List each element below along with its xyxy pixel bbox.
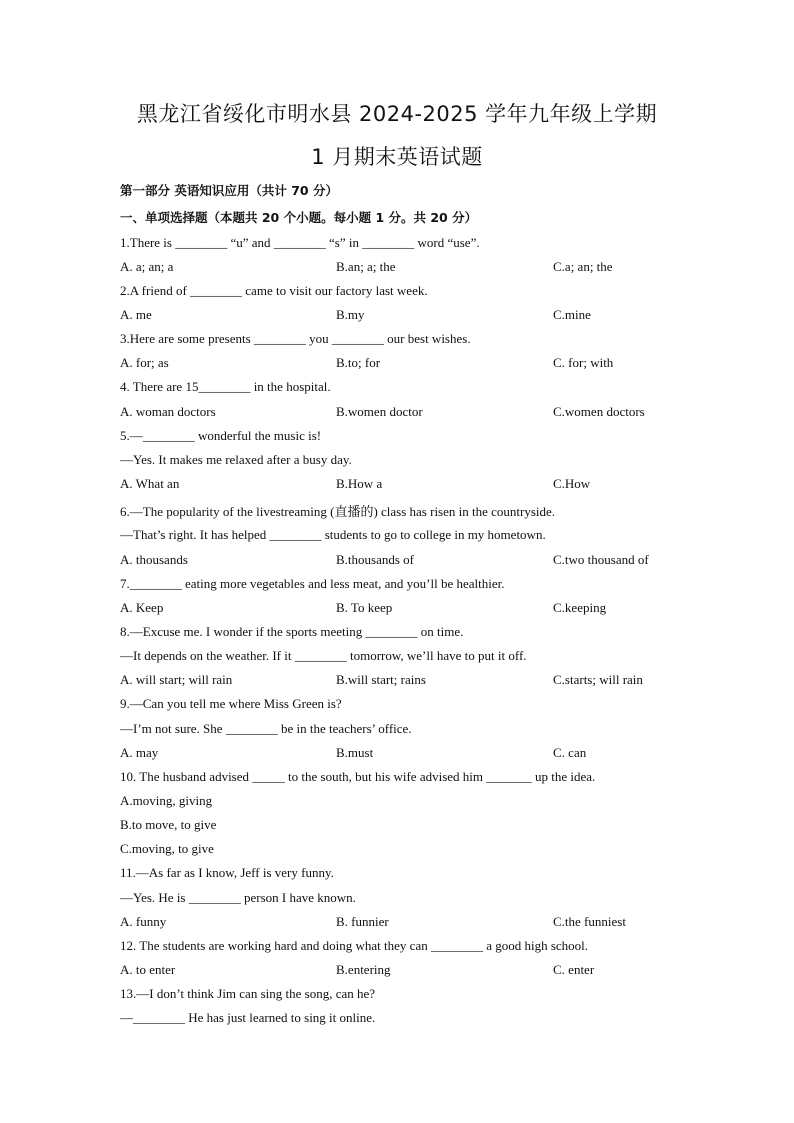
option-a[interactable]: A. will start; will rain (120, 672, 233, 687)
option-b[interactable]: B.How a (336, 476, 383, 491)
option-a[interactable]: A. woman doctors (120, 404, 216, 419)
question-3: 3.Here are some presents ________ you ________ our best wishes. (120, 331, 471, 346)
option-a[interactable]: A. thousands (120, 552, 188, 567)
option-c[interactable]: C.How (553, 476, 591, 491)
option-a[interactable]: A. funny (120, 914, 167, 929)
option-c[interactable]: C.moving, to give (120, 841, 214, 856)
question-11: 11.—As far as I know, Jeff is very funny. (120, 865, 334, 880)
option-c[interactable]: C.keeping (553, 600, 607, 615)
option-c[interactable]: C.women doctors (553, 404, 645, 419)
question-10: 10. The husband advised _____ to the south, but his wife advised him _______ up the idea. (120, 769, 596, 784)
option-b[interactable]: B.entering (336, 962, 391, 977)
option-c[interactable]: C.a; an; the (553, 259, 613, 274)
option-a[interactable]: A.moving, giving (120, 793, 213, 808)
option-c[interactable]: C. enter (553, 962, 595, 977)
option-b[interactable]: B.to move, to give (120, 817, 217, 832)
option-c[interactable]: C.starts; will rain (553, 672, 643, 687)
question-11-reply: —Yes. He is ________ person I have known. (120, 890, 356, 905)
option-a[interactable]: A. What an (120, 476, 180, 491)
question-7: 7.________ eating more vegetables and less meat, and you’ll be healthier. (120, 576, 505, 591)
question-5: 5.—________ wonderful the music is! (120, 428, 322, 443)
question-4: 4. There are 15________ in the hospital. (120, 379, 331, 394)
question-1: 1.There is ________ “u” and ________ “s” in ________ word “use”. (120, 235, 480, 250)
option-b[interactable]: B.will start; rains (336, 672, 426, 687)
option-b[interactable]: B.an; a; the (336, 259, 396, 274)
question-9: 9.—Can you tell me where Miss Green is? (120, 696, 342, 711)
question-8: 8.—Excuse me. I wonder if the sports meeting ________ on time. (120, 624, 464, 639)
option-b[interactable]: B.women doctor (336, 404, 423, 419)
part-heading: 第一部分 英语知识应用（共计 70 分） (120, 183, 338, 198)
option-c[interactable]: C. can (553, 745, 587, 760)
option-b[interactable]: B.must (336, 745, 374, 760)
question-12: 12. The students are working hard and doing what they can ________ a good high school. (120, 938, 589, 953)
exam-title-line2: 1 月期末英语试题 (311, 145, 483, 169)
option-a[interactable]: A. Keep (120, 600, 164, 615)
option-b[interactable]: B.my (336, 307, 365, 322)
option-a[interactable]: A. to enter (120, 962, 176, 977)
option-c[interactable]: C.two thousand of (553, 552, 649, 567)
option-c[interactable]: C.mine (553, 307, 591, 322)
option-c[interactable]: C.the funniest (553, 914, 626, 929)
question-6: 6.—The popularity of the livestreaming (直播的) class has risen in the countryside. (120, 504, 556, 519)
question-6-reply: —That’s right. It has helped ________ students to go to college in my hometown. (120, 527, 546, 542)
option-a[interactable]: A. for; as (120, 355, 169, 370)
option-b[interactable]: B.to; for (336, 355, 381, 370)
question-13-reply: —________ He has just learned to sing it online. (120, 1010, 376, 1025)
option-c[interactable]: C. for; with (553, 355, 614, 370)
question-5-reply: —Yes. It makes me relaxed after a busy day. (120, 452, 352, 467)
option-b[interactable]: B. funnier (336, 914, 389, 929)
exam-title-line1: 黑龙江省绥化市明水县 2024-2025 学年九年级上学期 (136, 102, 658, 126)
option-b[interactable]: B.thousands of (336, 552, 414, 567)
option-a[interactable]: A. me (120, 307, 152, 322)
option-a[interactable]: A. may (120, 745, 159, 760)
question-2: 2.A friend of ________ came to visit our factory last week. (120, 283, 428, 298)
question-8-reply: —It depends on the weather. If it ________ tomorrow, we’ll have to put it off. (120, 648, 527, 663)
question-13: 13.—I don’t think Jim can sing the song, can he? (120, 986, 376, 1001)
option-a[interactable]: A. a; an; a (120, 259, 174, 274)
option-b[interactable]: B. To keep (336, 600, 393, 615)
section-heading: 一、单项选择题（本题共 20 个小题。每小题 1 分。共 20 分） (120, 210, 478, 225)
question-9-reply: —I’m not sure. She ________ be in the teachers’ office. (120, 721, 412, 736)
